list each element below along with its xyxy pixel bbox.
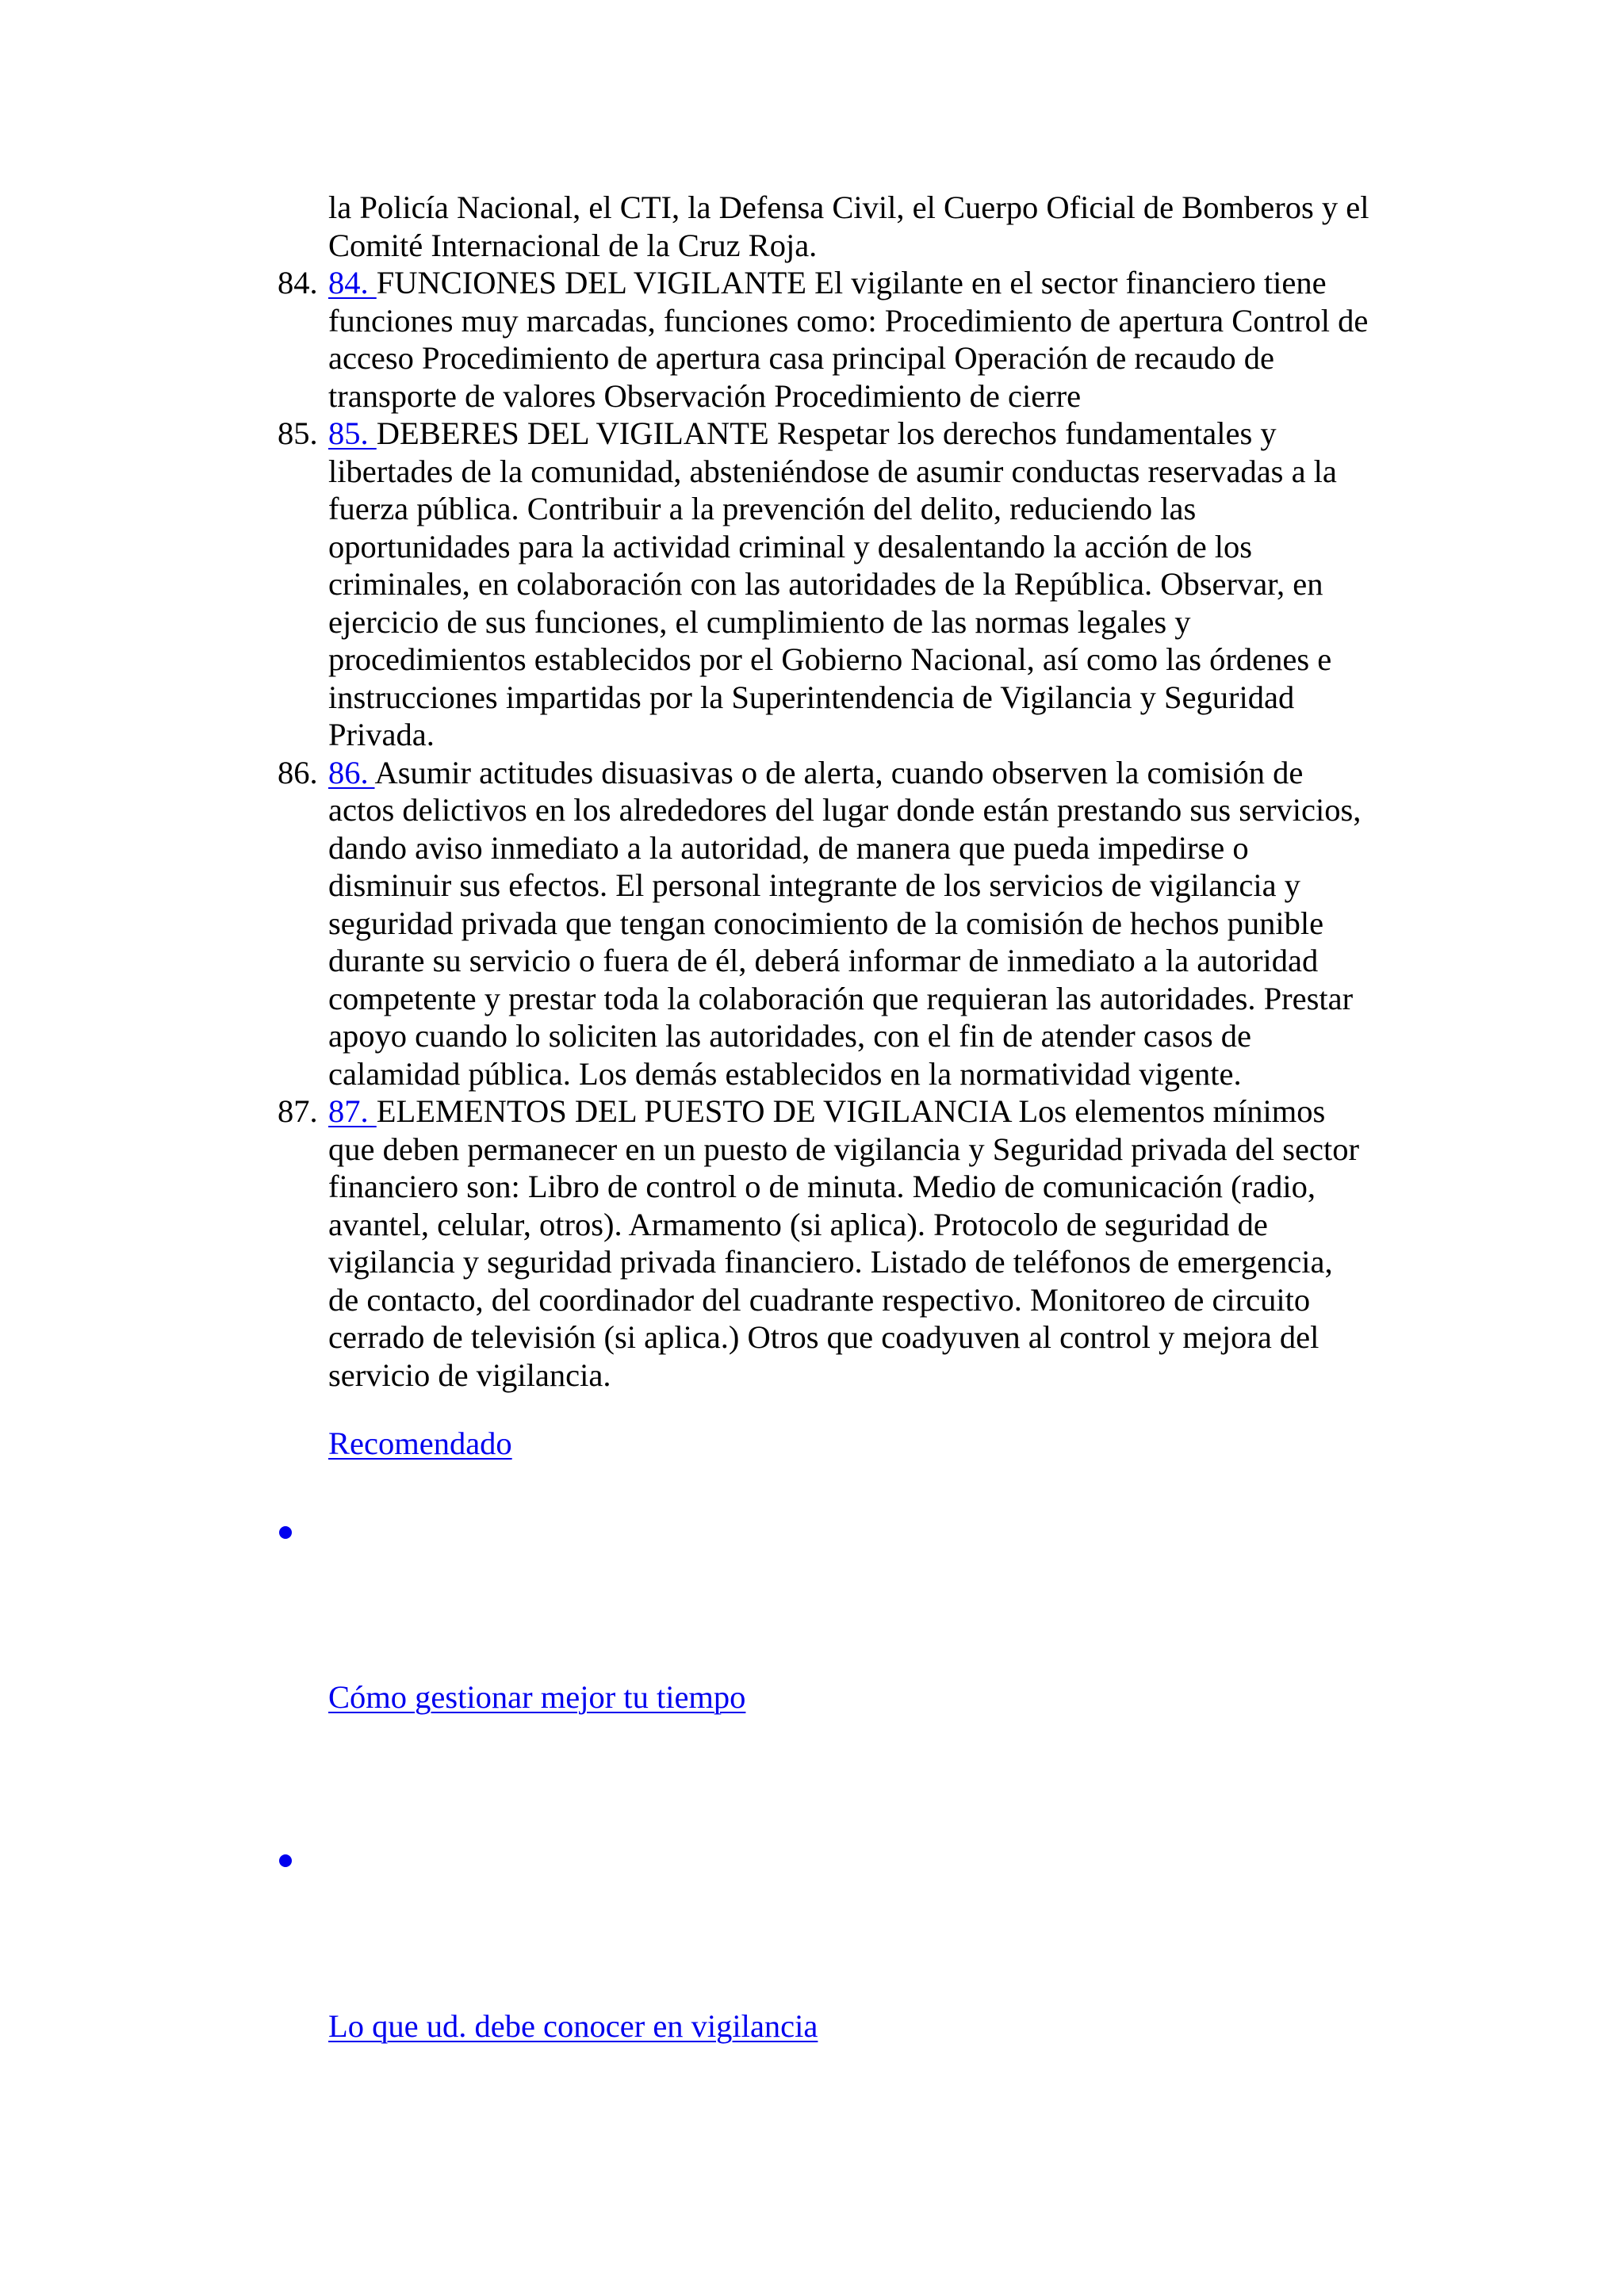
slide-link-86[interactable]: 86. — [328, 754, 375, 790]
slide-link-87[interactable]: 87. — [328, 1093, 377, 1129]
recommended-heading-link[interactable]: Recomendado — [328, 1425, 512, 1461]
list-item-number: 86. — [278, 754, 318, 790]
list-item-number: 85. — [278, 415, 318, 451]
bullet-dot-icon — [279, 1526, 292, 1539]
slide-link-85[interactable]: 85. — [328, 415, 377, 451]
intro-continuation-paragraph: la Policía Nacional, el CTI, la Defensa Civil, el Cuerpo Oficial de Bomberos y el Comité Internacional de la Cruz Roja. — [328, 189, 1369, 263]
list-item-text: Asumir actitudes disuasivas o de alerta, cuando observen la comisión de actos delictivos en los alrededores del lugar donde están prestando sus servicios, dando aviso inmediato a la autoridad, de manera que pueda impedirse o disminuir sus efectos. El personal integrante de los servicios de vigilancia y seguridad privada que tengan conocimiento de la comisión de hechos punible durante su servicio o fuera de él, deberá informar de inmediato a la autoridad competente y prestar toda la colaboración que requieran las autoridades. Prestar apoyo cuando lo soliciten las autoridades, con el fin de atender casos de calamidad pública. Los demás establecidos en la normatividad vigente. — [328, 754, 1362, 1092]
recommended-link-time-management[interactable]: Cómo gestionar mejor tu tiempo — [328, 1679, 746, 1715]
list-item-number: 87. — [278, 1093, 318, 1129]
bullet-dot-icon — [279, 1854, 292, 1867]
list-item-text: FUNCIONES DEL VIGILANTE El vigilante en el sector financiero tiene funciones muy marcadas, funciones como: Procedimiento de apertura Control de acceso Procedimiento de apertura casa principal Operación de recaudo de transporte de valores Observación Procedimiento de cierre — [328, 265, 1369, 414]
list-item-text: ELEMENTOS DEL PUESTO DE VIGILANCIA Los elementos mínimos que deben permanecer en un puesto de vigilancia y Seguridad privada del sector financiero son: Libro de control o de minuta. Medio de comunicación (radio, avantel, celular, otros). Armamento (si aplica). Protocolo de seguridad de vigilancia y seguridad privada financiero. Listado de teléfonos de emergencia, de contacto, del coordinador del cuadrante respectivo. Monitoreo de circuito cerrado de televisión (si aplica.) Otros que coadyuven al control y mejora del servicio de vigilancia. — [328, 1093, 1359, 1393]
recommended-link-vigilance[interactable]: Lo que ud. debe conocer en vigilancia — [328, 2008, 818, 2044]
list-item-text: DEBERES DEL VIGILANTE Respetar los derechos fundamentales y libertades de la comunidad, absteniéndose de asumir conductas reservadas a la fuerza pública. Contribuir a la prevención del delito, reduciendo las oportunidades para la actividad criminal y desalentando la acción de los criminales, en colaboración con las autoridades de la República. Observar, en ejercicio de sus funciones, el cumplimiento de las normas legales y procedimientos establecidos por el Gobierno Nacional, así como las órdenes e instrucciones impartidas por la Superintendencia de Vigilancia y Seguridad Privada. — [328, 415, 1337, 752]
list-item-number: 84. — [278, 265, 318, 300]
slide-link-84[interactable]: 84. — [328, 265, 377, 300]
